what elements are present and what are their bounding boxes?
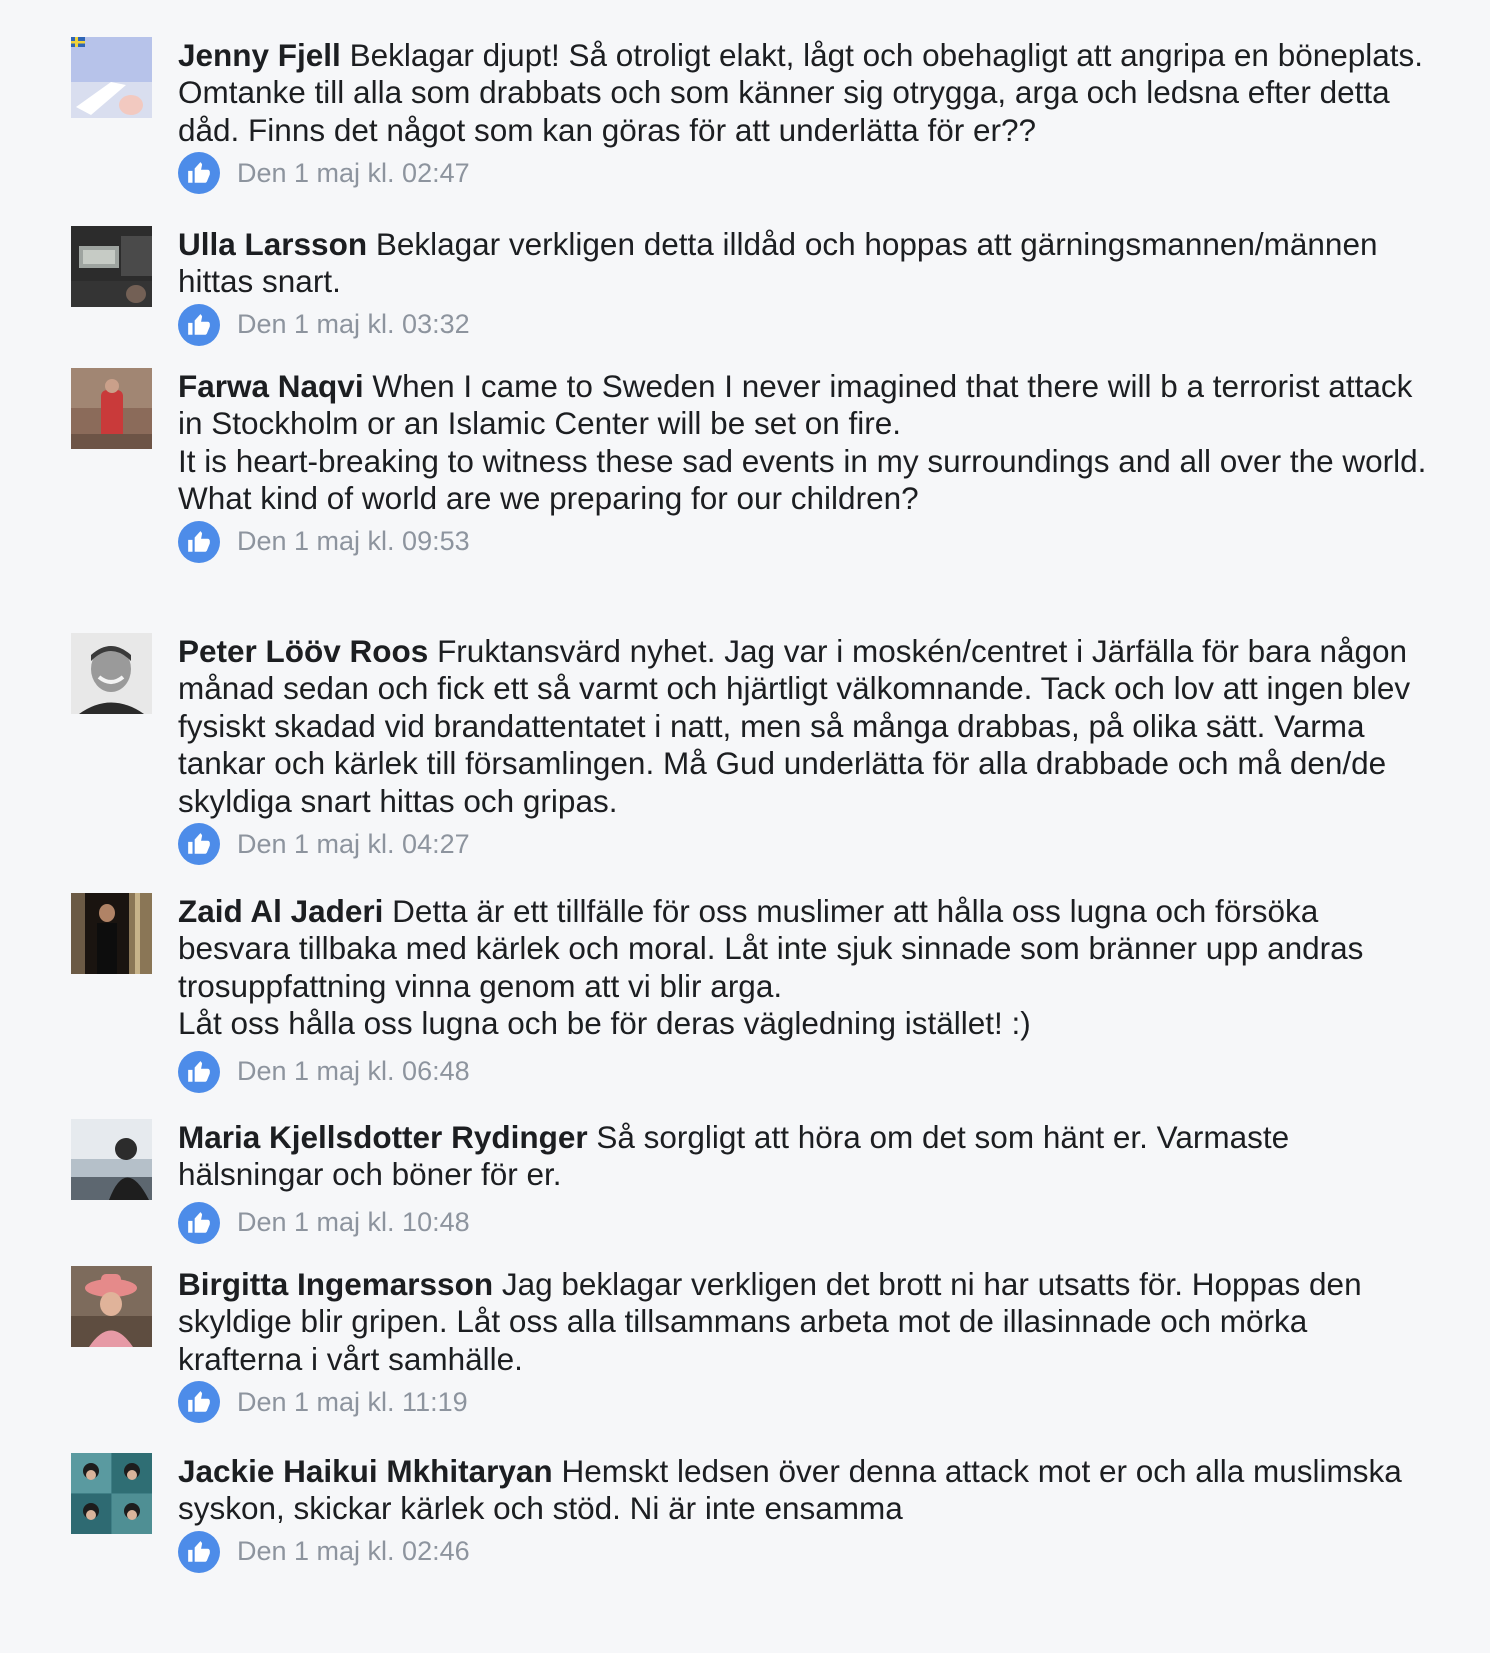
avatar[interactable] xyxy=(71,226,152,307)
comment-timestamp[interactable]: Den 1 maj kl. 06:48 xyxy=(237,1056,470,1087)
comment-text: Maria Kjellsdotter Rydinger Så sorgligt att höra om det som hänt er. Varmaste hälsningar och böner för er. xyxy=(178,1119,1290,1193)
comment-meta xyxy=(178,1380,1428,1424)
like-icon[interactable] xyxy=(178,823,220,865)
comment-author[interactable]: Birgitta Ingemarsson xyxy=(178,1266,494,1302)
comment-author[interactable]: Zaid Al Jaderi xyxy=(178,893,384,929)
comment-text: Birgitta Ingemarsson Jag beklagar verkligen det brott ni har utsatts för. Hoppas den skyldige blir gripen. Låt oss alla tillsammans arbeta mot de illasinnade och mörka krafterna i vårt samhälle. xyxy=(178,1266,1362,1377)
comment-text: Jackie Haikui Mkhitaryan Hemskt ledsen över denna attack mot er och alla muslimska syskon, skickar kärlek och stöd. Ni är inte ensamma xyxy=(178,1453,1402,1527)
comment-meta xyxy=(178,1050,1428,1094)
comment-timestamp[interactable]: Den 1 maj kl. 09:53 xyxy=(237,526,470,557)
comment-author[interactable]: Jenny Fjell xyxy=(178,37,341,73)
avatar[interactable] xyxy=(71,893,152,974)
comment-timestamp[interactable]: Den 1 maj kl. 02:47 xyxy=(237,157,470,188)
comment-timestamp[interactable]: Den 1 maj kl. 10:48 xyxy=(237,1207,470,1238)
avatar[interactable] xyxy=(71,633,152,714)
comment-timestamp[interactable]: Den 1 maj kl. 11:19 xyxy=(237,1386,468,1417)
like-icon[interactable] xyxy=(178,1531,220,1573)
like-icon[interactable] xyxy=(178,1202,220,1244)
avatar[interactable] xyxy=(71,1453,152,1534)
comment-meta xyxy=(178,822,1428,866)
comment-timestamp[interactable]: Den 1 maj kl. 02:46 xyxy=(237,1536,470,1567)
comment-meta xyxy=(178,520,1428,564)
comment-text: Peter Lööv Roos Fruktansvärd nyhet. Jag var i moskén/centret i Järfälla för bara någon månad sedan och fick ett så varmt och hjärtligt välkomnande. Tack och lov att ingen blev fysiskt skadad vid brandattentatet i natt, men så många drabbas, på olika sätt. Varma tankar och kärlek till församlingen. Må Gud underlätta för alla drabbade och må den/de skyldiga snart hittas och gripas. xyxy=(178,633,1411,819)
avatar[interactable] xyxy=(71,368,152,449)
avatar[interactable] xyxy=(71,1119,152,1200)
comment-meta xyxy=(178,1201,1428,1245)
comment-text: Zaid Al Jaderi Detta är ett tillfälle för oss muslimer att hålla oss lugna och försöka besvara tillbaka med kärlek och moral. Låt inte sjuk sinnade som bränner upp andras trosuppfattning vinna genom att vi blir arga. Låt oss hålla oss lugna och be för deras vägledning istället! :) xyxy=(178,893,1364,1042)
like-icon[interactable] xyxy=(178,152,220,194)
comment-text: Jenny Fjell Beklagar djupt! Så otroligt elakt, lågt och obehagligt att angripa en böneplats. Omtanke till alla som drabbats och som känner sig otrygga, arga och ledsna efter detta dåd. Finns det något som kan göras för att underlätta för er?? xyxy=(178,37,1424,148)
comment-author[interactable]: Peter Lööv Roos xyxy=(178,633,429,669)
comment-text: Ulla Larsson Beklagar verkligen detta illdåd och hoppas att gärningsmannen/männen hittas snart. xyxy=(178,226,1378,300)
comment-meta xyxy=(178,1530,1428,1574)
comment-author[interactable]: Farwa Naqvi xyxy=(178,368,364,404)
comment-timestamp[interactable]: Den 1 maj kl. 03:32 xyxy=(237,309,470,340)
comment-author[interactable]: Maria Kjellsdotter Rydinger xyxy=(178,1119,588,1155)
comment-author[interactable]: Jackie Haikui Mkhitaryan xyxy=(178,1453,553,1489)
like-icon[interactable] xyxy=(178,1051,220,1093)
comment-meta xyxy=(178,303,1428,347)
avatar[interactable] xyxy=(71,1266,152,1347)
comment-text: Farwa Naqvi When I came to Sweden I never imagined that there will b a terrorist attack in Stockholm or an Islamic Center will be set on fire. It is heart-breaking to witness these sad events in my surroundings and all over the world. What kind of world are we preparing for our children? xyxy=(178,368,1427,517)
like-icon[interactable] xyxy=(178,304,220,346)
comment-meta xyxy=(178,151,1428,195)
avatar[interactable] xyxy=(71,37,152,118)
comment-author[interactable]: Ulla Larsson xyxy=(178,226,368,262)
like-icon[interactable] xyxy=(178,521,220,563)
like-icon[interactable] xyxy=(178,1381,220,1423)
comment-timestamp[interactable]: Den 1 maj kl. 04:27 xyxy=(237,828,470,859)
